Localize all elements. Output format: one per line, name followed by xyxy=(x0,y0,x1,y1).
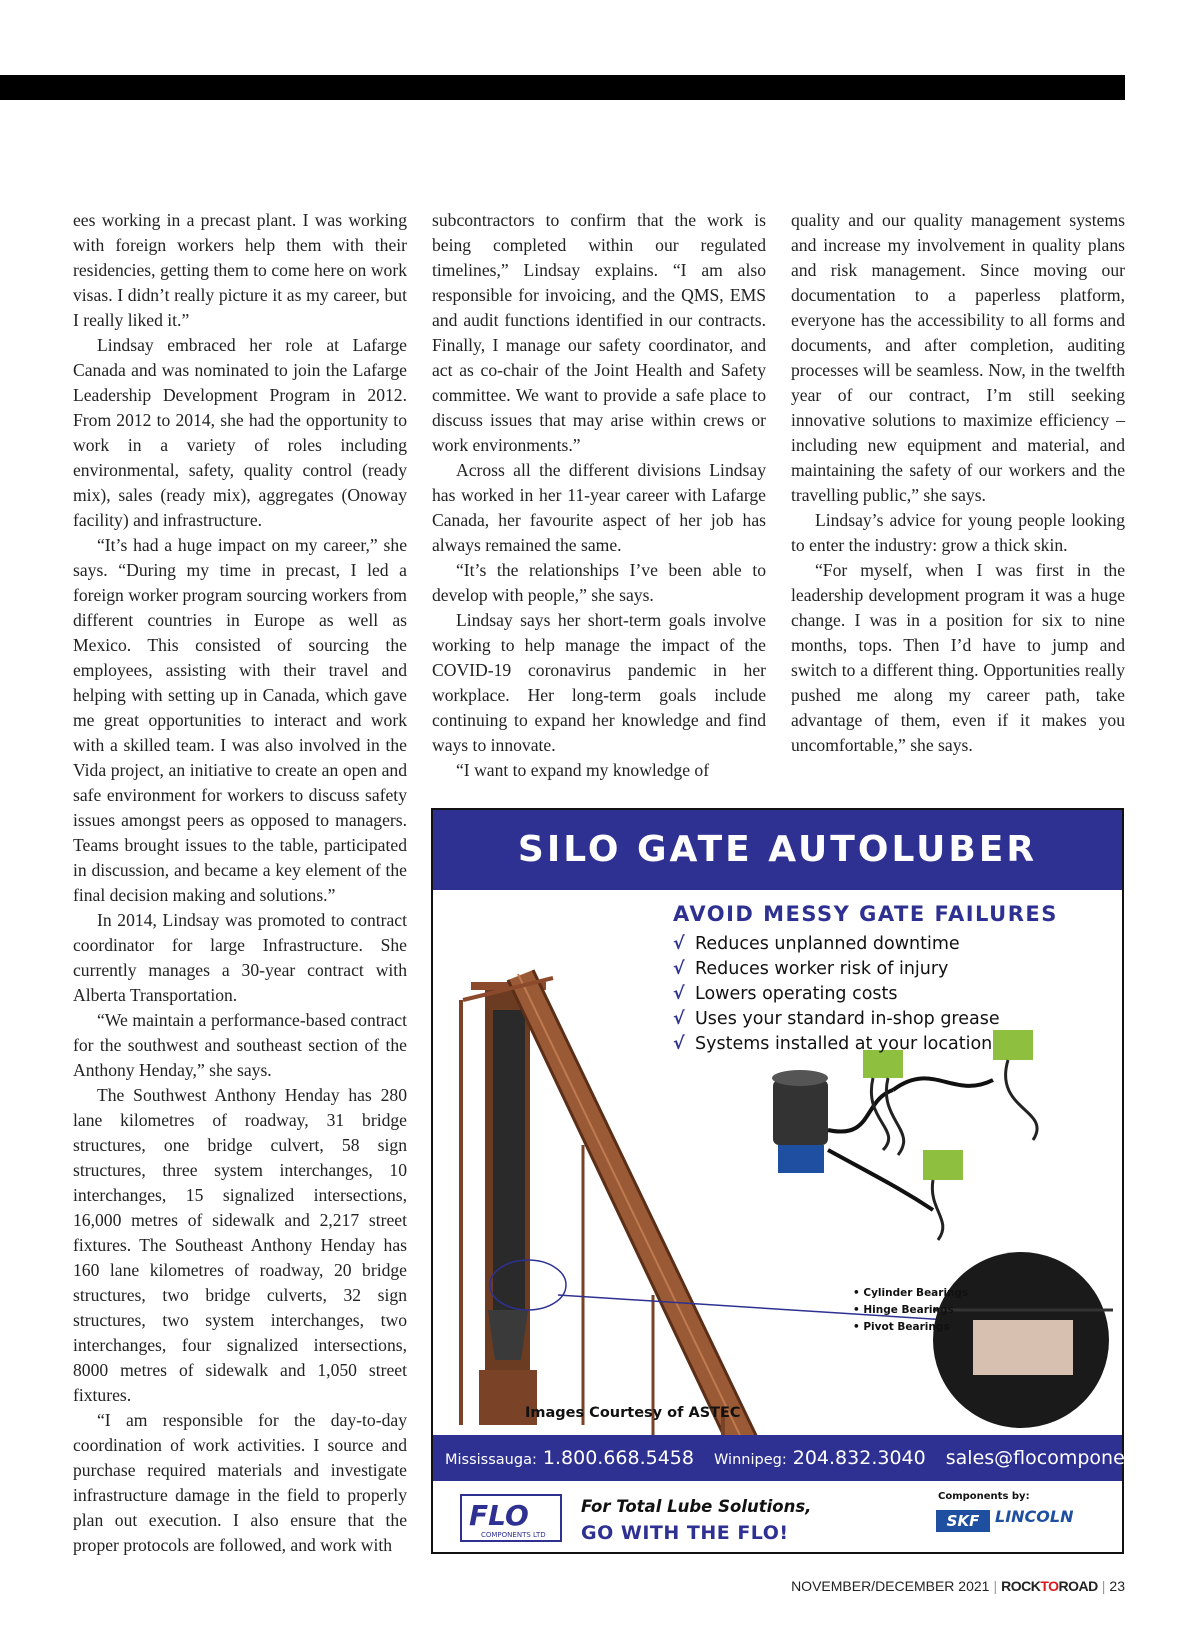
paragraph: In 2014, Lindsay was promoted to contract coordinator for large Infrastructure. She currently manages a 30-year contract with Alberta Transportation. xyxy=(73,910,407,1005)
paragraph: “It’s had a huge impact on my career,” she says. “During my time in precast, I led a foreign worker program sourcing workers from different countries in Europe as well as Mexico. This consisted of sourcing the employees, assisting with their travel and helping with setting up in Canada, which gave me great opportunities to interact and work with a skilled team. I was also involved in the Vida project, an initiative to create an open and safe environment for workers to discuss safety issues amongst peers as opposed to managers. Teams brought issues to the table, participated in discussion, and became a key element of the final decision making and solutions.” xyxy=(73,535,407,905)
city-label: Mississauga: xyxy=(445,1452,537,1468)
benefit-item: √ Uses your standard in-shop grease xyxy=(673,1007,1000,1032)
contact-bar xyxy=(433,1435,1201,1481)
bearings-list xyxy=(853,1285,968,1336)
benefit-item: √ Lowers operating costs xyxy=(673,982,1000,1007)
check-icon: √ xyxy=(673,934,685,954)
article-column-1 xyxy=(73,208,407,1558)
paragraph: quality and our quality management systems and increase my involvement in quality plans and risk management. Since moving our documentation to a paperless platform, everyone has the accessibility to all forms and documents, and after completion, auditing processes will be seamless. Now, in the twelfth year of our contract, I’m still seeking innovative solutions to maximize efficiency – including new equipment and material, and maintaining the safety of our workers and the travelling public,” she says. xyxy=(791,210,1125,505)
paragraph: “We maintain a performance-based contract for the southwest and southeast section of the Anthony Henday,” she says. xyxy=(73,1010,407,1080)
svg-text:COMPONENTS LTD: COMPONENTS LTD xyxy=(481,1531,546,1539)
issue-date: NOVEMBER/DECEMBER 2021 xyxy=(791,1578,990,1594)
article-column-3 xyxy=(791,208,1125,758)
top-black-bar xyxy=(0,75,1125,100)
paragraph: Lindsay embraced her role at Lafarge Canada and was nominated to join the Lafarge Leadership Development Program in 2012. From 2012 to 2014, she had the opportunity to work in a variety of roles including environmental, safety, quality control (ready mix), sales (ready mix), aggregates (Onoway facility) and infrastructure. xyxy=(73,335,407,530)
page-number: 23 xyxy=(1109,1578,1125,1594)
svg-text:FLO: FLO xyxy=(469,1499,529,1532)
page-footer: NOVEMBER/DECEMBER 2021 | ROCKTOROAD | 23 xyxy=(791,1578,1125,1594)
phone-number[interactable]: 1.800.668.5458 xyxy=(542,1447,694,1469)
paragraph: The Southwest Anthony Henday has 280 lane kilometres of roadway, 31 bridge structures, one bridge culvert, 58 sign structures, three system interchanges, 10 interchanges, 15 signalized intersections, 16,000 metres of sidewalk and 2,217 street fixtures. The Southeast Anthony Henday has 160 lane kilometres of roadway, 20 bridge structures, two bridge culverts, 32 sign structures, two system interchanges, two interchanges, four signalized intersections, 8000 metres of sidewalk and 1,050 street fixtures. xyxy=(73,1085,407,1405)
ad-benefits-list xyxy=(673,932,1000,1057)
image-credit: Images Courtesy of ASTEC xyxy=(525,1405,741,1421)
ad-title: SILO GATE AUTOLUBER xyxy=(433,810,1122,890)
check-icon: √ xyxy=(673,984,685,1004)
ad-subtitle: AVOID MESSY GATE FAILURES xyxy=(673,902,1058,926)
components-by-label: Components by: xyxy=(938,1491,1030,1502)
paragraph: Lindsay says her short-term goals involve working to help manage the impact of the COVID-19 coronavirus pandemic in her workplace. Her long-term goals include continuing to expand her knowledge and find ways to innovate. xyxy=(432,610,766,755)
paragraph: Across all the different divisions Lindsay has worked in her 11-year career with Lafarge Canada, her favourite aspect of her job has always remained the same. xyxy=(432,460,766,555)
paragraph: “I want to expand my knowledge of xyxy=(456,760,710,780)
city-label: Winnipeg: xyxy=(714,1452,787,1468)
bearing-item: • Hinge Bearings xyxy=(853,1304,954,1316)
flo-components-logo xyxy=(461,1493,566,1545)
tagline-slogan: GO WITH THE FLO! xyxy=(581,1522,789,1544)
magazine-name: ROCKTOROAD xyxy=(1001,1578,1098,1594)
ad-footer xyxy=(433,1481,1122,1552)
benefit-item: √ Reduces unplanned downtime xyxy=(673,932,1000,957)
benefit-item: √ Reduces worker risk of injury xyxy=(673,957,1000,982)
check-icon: √ xyxy=(673,959,685,979)
tagline: For Total Lube Solutions, xyxy=(581,1497,812,1516)
lincoln-logo: LINCOLN xyxy=(995,1507,1074,1526)
paragraph: subcontractors to confirm that the work is being completed within our regulated timelines,” Lindsay explains. “I am also responsible for invoicing, and the QMS, EMS and audit functions identified in our contracts. Finally, I manage our safety coordinator, and act as co-chair of the Joint Health and Safety committee. We want to provide a safe place to discuss issues that may arise within crews or work environments.” xyxy=(432,210,766,455)
article-column-2 xyxy=(432,208,766,783)
check-icon: √ xyxy=(673,1034,685,1054)
email-link[interactable]: sales@flocomponents.com xyxy=(945,1447,1201,1469)
silo-gate-autoluber-ad[interactable] xyxy=(431,808,1201,1554)
check-icon: √ xyxy=(673,1009,685,1029)
benefit-item: √ Systems installed at your location xyxy=(673,1032,1000,1057)
paragraph: “I am responsible for the day-to-day coordination of work activities. I source and purchase required materials and investigate infrastructure damage in the field to properly plan out execution. I also ensure that the proper protocols are followed, and work with xyxy=(73,1410,407,1555)
bearing-item: • Pivot Bearings xyxy=(853,1321,950,1333)
paragraph: “It’s the relationships I’ve been able to develop with people,” she says. xyxy=(432,560,766,605)
paragraph: Lindsay’s advice for young people looking to enter the industry: grow a thick skin. xyxy=(791,510,1125,555)
paragraph: ees working in a precast plant. I was working with foreign workers help them with their residencies, getting them to come here on work visas. I didn’t really picture it as my career, but I really liked it.” xyxy=(73,210,407,330)
phone-number[interactable]: 204.832.3040 xyxy=(792,1447,926,1469)
bearing-item: • Cylinder Bearings xyxy=(853,1287,969,1299)
paragraph: “For myself, when I was first in the leadership development program it was a huge change. I was in a position for six to nine months, tops. Then I’d have to jump and switch to a different thing. Opportunities really pushed me along my career path, take advantage of them, even if it makes you uncomfortable,” she says. xyxy=(791,560,1125,755)
skf-logo: SKF xyxy=(936,1510,990,1532)
